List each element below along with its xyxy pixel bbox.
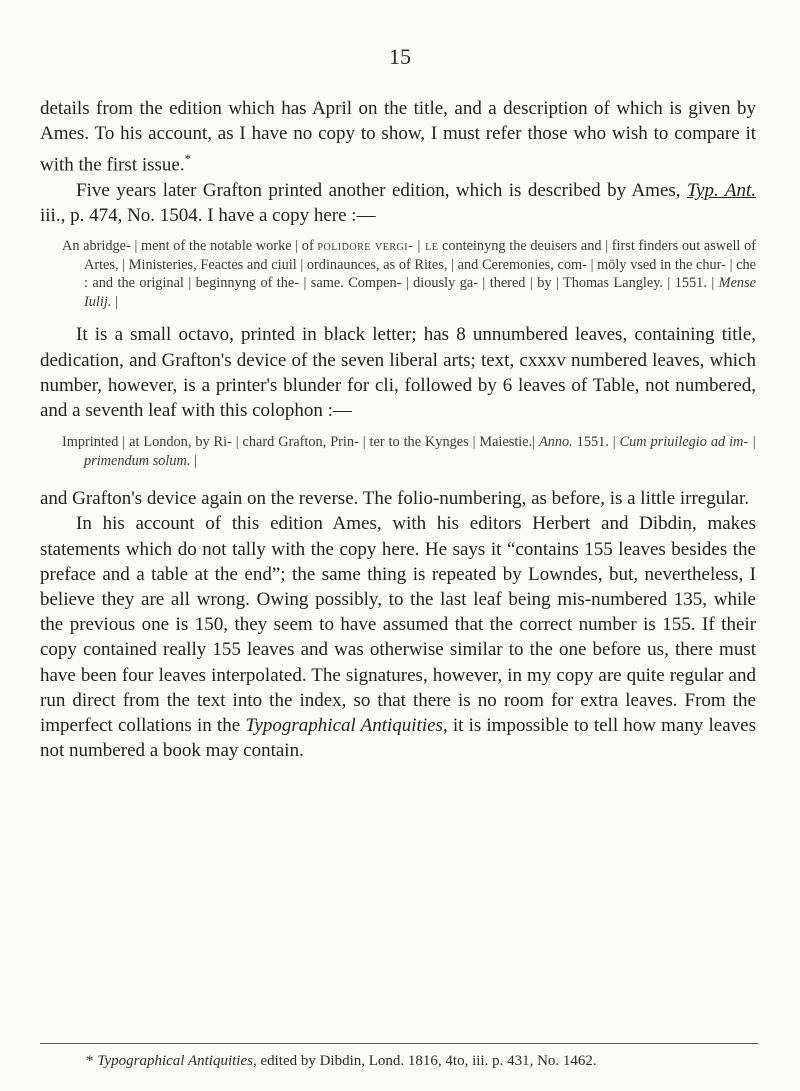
footnote-title: Typographical Antiquities, [97, 1053, 257, 1069]
colophon-year: 1551. | [572, 434, 620, 451]
footnote-mark: * [86, 1053, 98, 1069]
footnote-marker: * [184, 151, 192, 167]
footnote-text: edited by Dibdin, Lond. 1816, 4to, iii. p. 431, No. 1462. [256, 1053, 597, 1069]
colophon-anno: Anno. [538, 434, 573, 451]
colophon-transcription [62, 433, 756, 470]
title-transcription [62, 237, 756, 311]
title-date-italic: Mense Iulij. [84, 275, 756, 310]
paragraph-2-text-b: iii., p. 474, No. 1504. I have a copy here :— [40, 205, 376, 227]
title-text-b: conteinyng the deuisers and | first finders out aswell of Artes, | Ministeries, Feactes and ciuil | ordinaunces, as of Rites, | and Ceremonies, com- | mōly vsed in the chur- | che : and the original | beginnyng of the- | same. Compen- | diously ga- | thered | by | Thomas Langley. | 1551. | [84, 238, 756, 292]
footnote-rule [40, 1043, 758, 1044]
paragraph-2-text-a: Five years later Grafton printed another edition, which is described by Ames, [76, 179, 687, 201]
body-text [40, 96, 756, 763]
paragraph-2 [40, 178, 756, 228]
paragraph-1-text: details from the edition which has April on the title, and a description of which is given by Ames. To his account, as I have no copy to show, I must refer those who wish to compare it with the first issue. [40, 98, 756, 176]
footnote [86, 1051, 766, 1071]
paragraph-5-text-b: it is impossible to tell how many leaves not numbered a book may contain. [40, 714, 756, 762]
colophon-privilege: Cum priuilegio ad im- | primendum solum. [84, 434, 756, 469]
paragraph-2-citation: Typ. Ant. [686, 179, 757, 201]
colophon-text-a: Imprinted | at London, by Ri- | chard Grafton, Prin- | ter to the Kynges | Maiestie.| [62, 434, 539, 451]
paragraph-4: and Grafton's device again on the reverse. The folio-numbering, as before, is a little irregular. [40, 488, 749, 510]
paragraph-3: It is a small octavo, printed in black letter; has 8 unnumbered leaves, containing title, dedication, and Grafton's device of the seven liberal arts; text, cxxxv numbered leaves, which number, however, is a printer's blunder for cli, followed by 6 leaves of Table, not numbered, and a seventh leaf with this colophon :— [40, 324, 756, 421]
paragraph-5-text: In his account of this edition Ames, with his editors Herbert and Dibdin, makes statements which do not tally with the copy here. He says it “contains 155 leaves besides the preface and a table at the end”; the same thing is repeated by Lowndes, but, nevertheless, I believe they are all wrong. Owing possibly, to the last leaf being mis-numbered 135, while the previous one is 150, they seem to have assumed that the correct number is 155. If their copy contained really 155 leaves and was otherwise similar to the one before us, there must have been four leaves interpolated. The signatures, however, in my copy are quite regular and run direct from the text into the index, so that there is no room for extra leaves. From the imperfect collations in the [40, 513, 756, 736]
paragraph-1 [40, 96, 756, 178]
paragraph-5-citation: Typographical Antiquities, [245, 714, 448, 736]
title-text-a: An abridge- | ment of the notable worke | of [62, 238, 318, 255]
title-end: | [111, 293, 118, 310]
page-number: 15 [389, 44, 411, 69]
paragraph-5 [40, 511, 756, 763]
title-author: polidore vergi- | le [317, 238, 439, 255]
colophon-end: | [190, 452, 197, 469]
